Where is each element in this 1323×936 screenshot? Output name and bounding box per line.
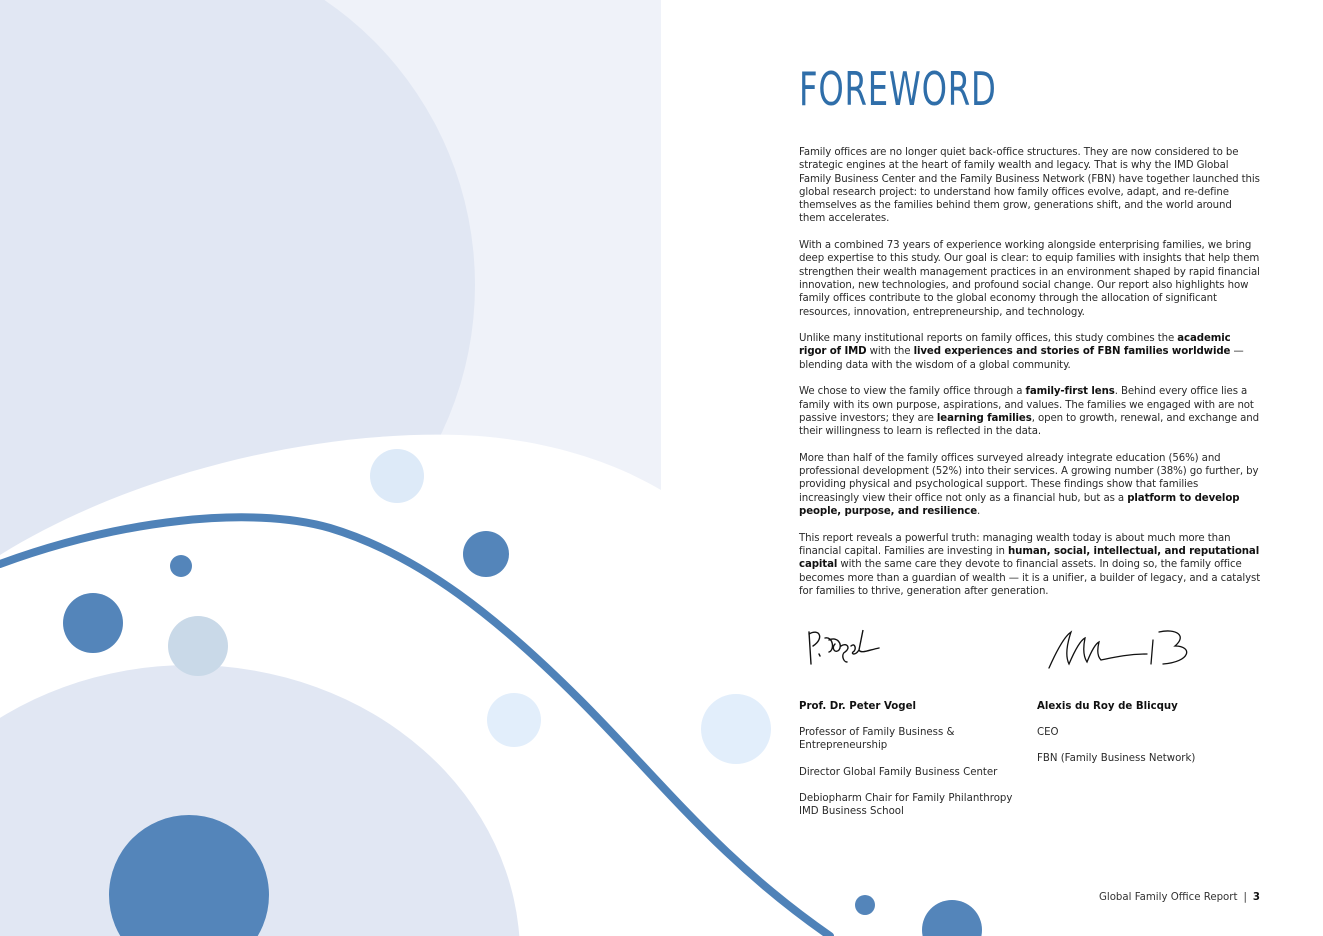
signatory-vogel — [799, 620, 1029, 818]
body-text: with the same care they devote to financial assets. In doing so, the family office becomes more than a guardian of wealth — it is a unifier, a builder of legacy, and a catalyst for families to thrive, generation after generation. — [799, 559, 1261, 597]
bubble-grey-1 — [168, 616, 228, 676]
signatory-title-line: Debiopharm Chair for Family Philanthropy IMD Business School — [799, 792, 1013, 818]
body-text: . — [977, 506, 981, 518]
signatures-block — [799, 620, 1261, 820]
signatory-title-line: CEO — [1037, 727, 1059, 739]
signatory-blicquy — [1037, 620, 1267, 766]
page-title: FOREWORD — [799, 62, 997, 116]
bold-text: platform to develop people, purpose, and resilience — [799, 492, 1240, 518]
signatory-titles — [799, 726, 1029, 818]
signatory-title-line: FBN (Family Business Network) — [1037, 753, 1196, 765]
signature-vogel-icon — [799, 620, 889, 678]
body-text: This report reveals a powerful truth: managing wealth today is about much more than financial capital. Families are investing in — [799, 532, 1231, 557]
paragraph — [799, 332, 1261, 372]
paragraph — [799, 452, 1261, 518]
bubble-blue-2 — [63, 593, 123, 653]
footer-separator: | — [1243, 892, 1247, 903]
signatory-name: Alexis du Roy de Blicquy — [1037, 701, 1178, 713]
signatory-name: Prof. Dr. Peter Vogel — [799, 701, 916, 713]
bold-text: human, social, intellectual, and reputational capital — [799, 545, 1260, 571]
bold-text: lived experiences and stories of FBN families worldwide — [913, 346, 1231, 358]
bubble-blue-small — [170, 555, 192, 577]
body-text: — blending data with the wisdom of a global community. — [799, 346, 1244, 371]
body-text: , open to growth, renewal, and exchange and their willingness to learn is reflected in the data. — [799, 412, 1260, 438]
footer-report-title: Global Family Office Report — [1098, 892, 1238, 903]
bubble-blue-1 — [463, 531, 509, 577]
page-number: 3 — [1252, 892, 1260, 903]
foreword-body — [799, 146, 1261, 598]
signatory-title-line: Professor of Family Business & Entrepreneurship — [799, 727, 955, 752]
signature-blicquy-icon — [1037, 620, 1197, 678]
bold-text: family-first lens — [1025, 386, 1115, 398]
bubble-light-2 — [487, 693, 541, 747]
paragraph — [799, 385, 1261, 438]
paragraph — [799, 239, 1261, 319]
bubble-light-1 — [370, 449, 424, 503]
bold-text: academic rigor of IMD — [799, 333, 1231, 358]
signatory-title-line: Director Global Family Business Center — [799, 766, 998, 778]
body-text: We chose to view the family office through a — [799, 386, 1026, 398]
signatory-titles — [1037, 726, 1267, 766]
body-text: Family offices are no longer quiet back-office structures. They are now considered to be strategic engines at the heart of family wealth and legacy. That is why the IMD Global Family Business Center and the Family Business Network (FBN) have together launched this global research project: to understand how family offices evolve, adapt, and re-define themselves as the families behind them grow, generations shift, and the world around them accelerates. — [799, 147, 1260, 225]
body-text: More than half of the family offices surveyed already integrate education (56%) and professional development (52%) into their services. A growing number (38%) go further, by providing physical and psychological support. These findings show that families increasingly view their office not only as a financial hub, but as a — [799, 452, 1259, 504]
body-text: . Behind every office lies a family with its own purpose, aspirations, and values. The families we engaged with are not passive investors; they are — [799, 386, 1254, 424]
page-footer — [1099, 892, 1260, 903]
body-text: With a combined 73 years of experience working alongside enterprising families, we bring deep expertise to this study. Our goal is clear: to equip families with insights that help them strengthen their wealth management practices in an environment shaped by rapid financial innovation, new technologies, and profound social change. Our report also highlights how family offices contribute to the global economy through the allocation of significant resources, innovation, entrepreneurship, and technology. — [799, 240, 1260, 318]
paragraph — [799, 146, 1261, 226]
foreword-content — [799, 60, 1261, 820]
paragraph — [799, 532, 1261, 598]
bubble-light-3 — [701, 694, 771, 764]
bold-text: learning families — [936, 412, 1032, 424]
bubble-blue-tiny — [855, 895, 875, 915]
body-text: Unlike many institutional reports on family offices, this study combines the — [799, 333, 1178, 345]
body-text: with the — [866, 346, 914, 358]
